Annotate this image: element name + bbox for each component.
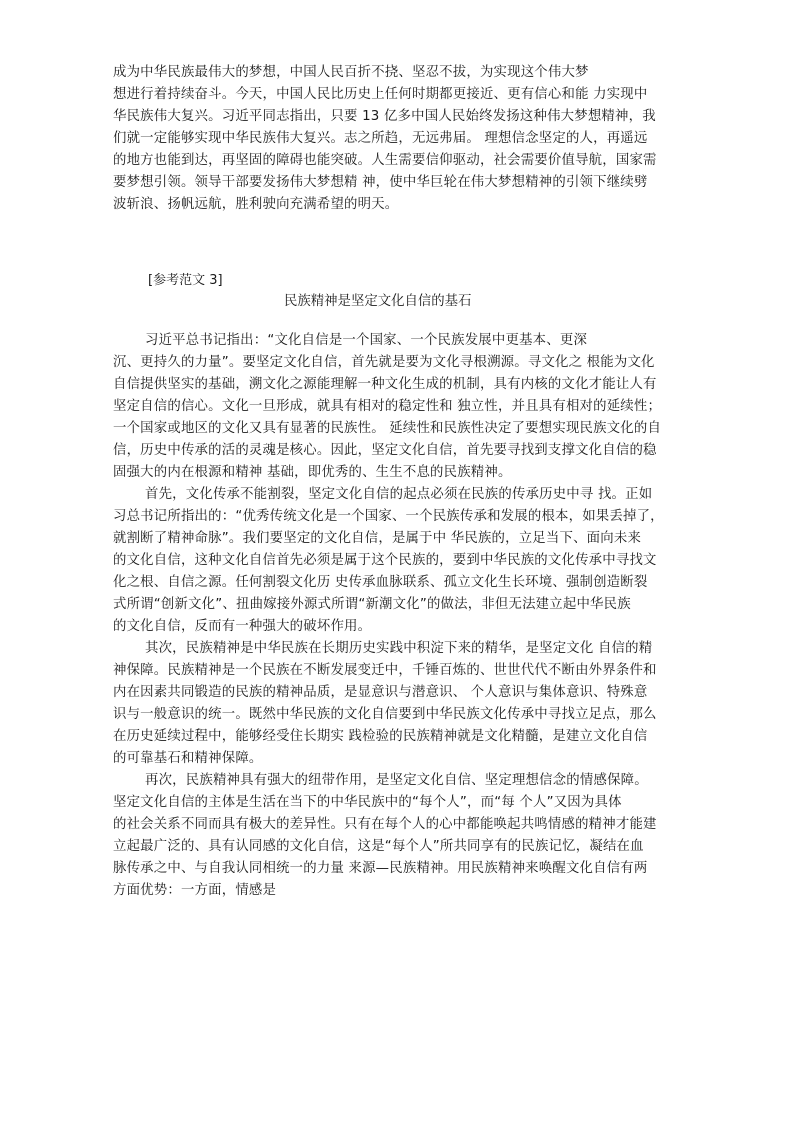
essay-line: 的社会关系不同而具有极大的差异性。只有在每个人的心中都能唤起共鸣情感的精神才能建	[113, 817, 657, 832]
essay-line: 习近平总书记指出：“文化自信是一个国家、一个民族发展中更基本、更深	[145, 333, 588, 348]
essay-line: 的可靠基石和精神保障。	[113, 751, 263, 766]
essay-line: 首先，文化传承不能割裂，坚定文化自信的起点必须在民族的传承历史中寻 找。正如	[145, 487, 653, 502]
intro-line: 的地方也能到达，再坚固的障碍也能突破。人生需要信仰驱动，社会需要价值导航，国家需	[113, 153, 657, 168]
essay-line: 坚定文化自信的主体是生活在当下的中华民族中的“每个人”，而“每 个人”又因为具体	[113, 795, 622, 810]
reference-label: [参考范文 3]	[148, 273, 223, 288]
essay-line: 式所谓“创新文化”、扭曲嫁接外源式所谓“新潮文化”的做法，非但无法建立起中华民族	[113, 597, 631, 612]
intro-line: 成为中华民族最伟大的梦想，中国人民百折不挠、坚忍不拔，为实现这个伟大梦	[113, 65, 589, 80]
essay-line: 习总书记所指出的：“优秀传统文化是一个国家、一个民族传承和发展的根本，如果丢掉了，	[113, 509, 664, 524]
essay-line: 化之根、自信之源。任何割裂文化历 史传承血脉联系、孤立文化生长环境、强制创造断裂	[113, 575, 648, 590]
essay-line: 固强大的内在根源和精神 基础，即优秀的、生生不息的民族精神。	[113, 465, 512, 480]
essay-line: 脉传承之中、与自我认同相统一的力量 来源—民族精神。用民族精神来唤醒文化自信有两	[113, 861, 648, 876]
essay-line: 坚定自信的信心。文化一旦形成，就具有相对的稳定性和 独立性，并且具有相对的延续性；	[113, 399, 662, 414]
essay-line: 就割断了精神命脉”。我们要坚定的文化自信，是属于中 华民族的，立足当下、面向未来	[113, 531, 642, 546]
essay-line: 的文化自信，这种文化自信首先必须是属于这个民族的，要到中华民族的文化传承中寻找文	[113, 553, 657, 568]
essay-line: 方面优势：一方面，情感是	[113, 883, 277, 898]
essay-line: 在历史延续过程中，能够经受住长期实 践检验的民族精神就是文化精髓，是建立文化自信	[113, 729, 648, 744]
essay-line: 识与一般意识的统一。既然中华民族的文化自信要到中华民族文化传承中寻找立足点，那么	[113, 707, 657, 722]
intro-line: 们就一定能够实现中华民族伟大复兴。志之所趋，无远弗届。 理想信念坚定的人，再遥远	[113, 131, 648, 146]
essay-line: 沉、更持久的力量”。要坚定文化自信，首先就是要为文化寻根溯源。寻文化之 根能为文化	[113, 355, 655, 370]
intro-line: 华民族伟大复兴。习近平同志指出，只要 13 亿多中国人民始终发扬这种伟大梦想精神，我	[113, 109, 656, 124]
essay-title: 民族精神是坚定文化自信的基石	[284, 294, 472, 309]
essay-line: 一个国家或地区的文化又具有显著的民族性。 延续性和民族性决定了要想实现民族文化的自	[113, 421, 662, 436]
essay-line: 再次，民族精神具有强大的纽带作用，是坚定文化自信、坚定理想信念的情感保障。	[145, 773, 648, 788]
essay-line: 立起最广泛的、具有认同感的文化自信，这是“每个人”所共同享有的民族记忆，凝结在血	[113, 839, 644, 854]
intro-line: 波斩浪、扬帆远航，胜利驶向充满希望的明天。	[113, 197, 399, 212]
essay-line: 内在因素共同锻造的民族的精神品质，是显意识与潜意识、 个人意识与集体意识、特殊意	[113, 685, 648, 700]
essay-line: 自信提供坚实的基础，溯文化之源能理解一种文化生成的机制，具有内核的文化才能让人有	[113, 377, 657, 392]
essay-line: 神保障。民族精神是一个民族在不断发展变迁中，千锤百炼的、世世代代不断由外界条件和	[113, 663, 657, 678]
intro-line: 想进行着持续奋斗。今天，中国人民比历史上任何时期都更接近、更有信心和能 力实现中	[113, 87, 648, 102]
essay-line: 其次，民族精神是中华民族在长期历史实践中积淀下来的精华，是坚定文化 自信的精	[145, 641, 653, 656]
essay-line: 的文化自信，反而有一种强大的破坏作用。	[113, 619, 372, 634]
essay-line: 信，历史中传承的活的灵魂是核心。因此，坚定文化自信，首先要寻找到支撑文化自信的稳	[113, 443, 657, 458]
intro-line: 要梦想引领。领导干部要发扬伟大梦想精 神，使中华巨轮在伟大梦想精神的引领下继续劈	[113, 175, 648, 190]
